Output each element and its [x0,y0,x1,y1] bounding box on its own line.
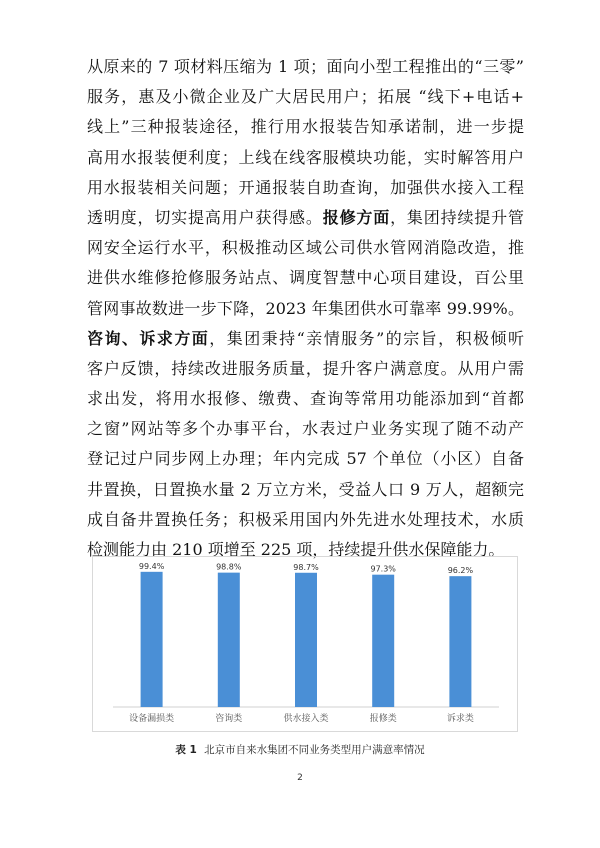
caption-number: 表 1 [175,744,197,756]
bar-chart-svg [93,557,519,733]
text-line [87,82,524,112]
text-segment: 网安全运行水平，积极推动区域公司供水管网消隐改造，推 [87,238,524,258]
bar [372,575,394,707]
text-line [87,444,524,474]
text-segment: 管网事故数进一步下降，2023 年集团供水可靠率 99.99%。 [87,298,524,318]
category-label: 供水接入类 [283,714,329,724]
text-segment: 高用水报装便利度；上线在线客服模块功能，实时解答用户 [87,147,524,167]
category-label: 报修类 [369,714,397,724]
text-line [87,354,524,384]
text-line [87,263,524,293]
bold-heading-text: 报修方面 [322,207,391,227]
chart-caption [0,742,600,757]
text-segment: 用水报装相关问题；开通报装自助查询，加强供水接入工程 [87,177,524,197]
data-label: 98.8% [216,562,242,572]
text-line [87,384,524,414]
text-segment: ，集团持续提升管 [390,207,524,227]
text-segment: 从原来的 7 项材料压缩为 1 项；面向小型工程推出的“三零” [87,57,524,76]
text-line [87,505,524,535]
text-line [87,203,524,233]
data-label: 98.7% [293,562,319,572]
text-segment: 透明度，切实提高用户获得感。 [87,207,323,227]
text-line [87,475,524,505]
bar [449,576,471,707]
text-segment: 井置换，日置换水量 2 万立方米，受益人口 9 万人，超额完 [87,479,524,499]
text-line [87,112,524,142]
page-number: 2 [297,773,303,783]
text-line [87,294,524,324]
category-label: 诉求类 [446,714,474,724]
text-segment: 成自备井置换任务；积极采用国内外先进水处理技术，水质 [87,509,524,529]
bar [295,573,317,707]
bold-heading-text: 咨询、诉求方面 [87,328,210,348]
text-segment: 进供水维修抢修服务站点、调度智慧中心项目建设，百公里 [87,268,524,288]
text-segment: 求出发，将用水报修、缴费、查询等常用功能添加到“首都 [87,389,524,409]
text-segment: ，集团秉持“亲情服务”的宗旨，积极倾听 [209,328,524,348]
text-line [87,324,524,354]
data-label: 99.4% [138,561,165,571]
category-label: 咨询类 [215,714,243,724]
text-line [87,143,524,173]
satisfaction-chart [92,556,518,732]
text-segment: 检测能力由 210 项增至 225 项，持续提升供水保障能力。 [87,540,505,559]
bar [141,572,163,707]
text-segment: 服务，惠及小微企业及广大居民用户；拓展 “线下+电话+ [87,87,524,107]
category-label: 设备漏损类 [129,714,175,724]
text-line [87,52,524,82]
text-segment: 客户反馈，持续改进服务质量，提升客户满意度。从用户需 [87,358,524,378]
text-segment: 线上”三种报装途径，推行用水报装告知承诺制，进一步提 [87,117,524,137]
caption-text: 北京市自来水集团不同业务类型用户满意率情况 [204,744,425,756]
text-segment: 之窗”网站等多个办事平台，水表过户业务实现了随不动产 [87,419,524,439]
text-line [87,233,524,263]
text-segment: 登记过户同步网上办理；年内完成 57 个单位（小区）自备 [87,449,524,469]
bar [218,573,240,707]
text-line [87,414,524,444]
body-paragraph [87,52,524,565]
data-label: 96.2% [447,566,474,576]
data-label: 97.3% [370,564,396,574]
text-line [87,173,524,203]
